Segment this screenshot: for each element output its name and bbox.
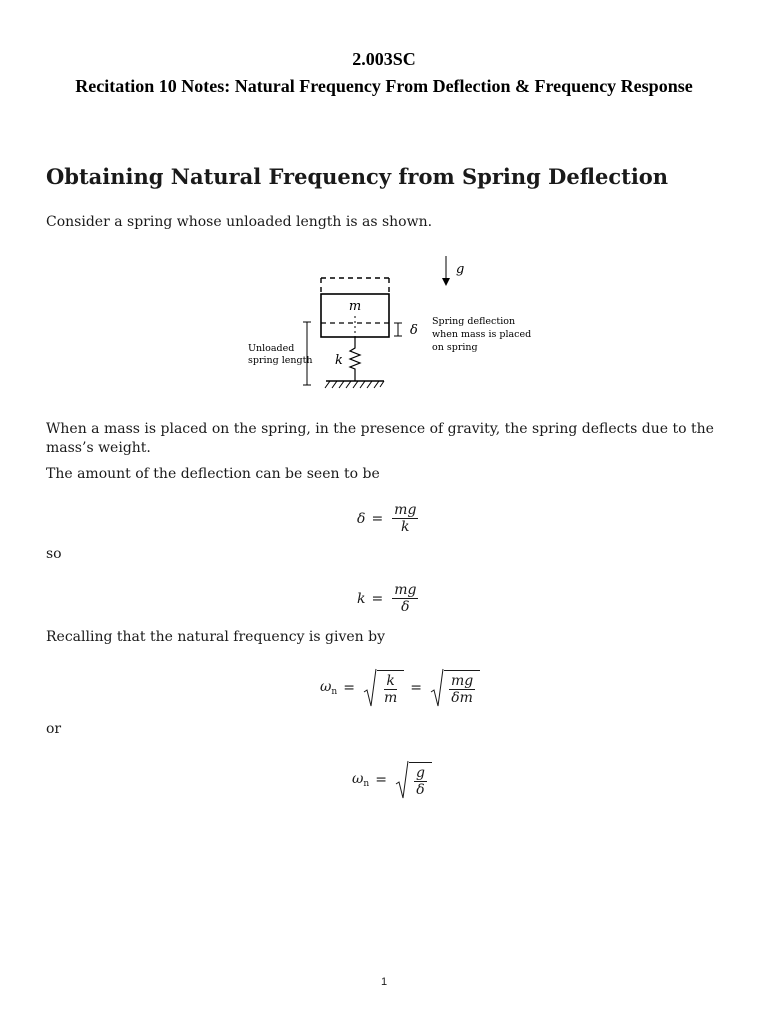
- equation-deflection: δ = $\frac{mg}{k}$: [357, 502, 417, 535]
- document-title: Recitation 10 Notes: Natural Frequency From Deflection & Frequency Response: [75, 76, 693, 96]
- deflection-label-line1: Spring deflection: [432, 316, 516, 327]
- unloaded-position-outline: [321, 278, 389, 294]
- equation-natural-frequency: $\omega_n$ = $\frac{k}{m}$ = $\frac{mg}{\delta m}$: [320, 668, 480, 708]
- section-heading: Obtaining Natural Frequency from Spring Deflection: [46, 164, 669, 189]
- paragraph-so: so: [46, 546, 62, 562]
- course-number: 2.003SC: [352, 49, 416, 69]
- equation-spring-constant: k = $\frac{mg}{\delta}$: [357, 582, 417, 615]
- gravity-label: g: [456, 262, 465, 277]
- page-number: 1: [380, 976, 388, 988]
- spring-constant-label: k: [335, 353, 343, 368]
- equation-natural-frequency-gravity: $\omega_n$ = $\frac{g}{\delta}$: [352, 760, 432, 800]
- mass-label: m: [348, 299, 362, 314]
- delta-marker: [394, 323, 402, 336]
- paragraph-intro: Consider a spring whose unloaded length is as shown.: [46, 214, 433, 230]
- paragraph-or: or: [46, 721, 62, 737]
- deflection-label-line2: when mass is placed: [432, 329, 532, 340]
- paragraph-deflection-seen: The amount of the deflection can be seen to be: [46, 466, 380, 482]
- paragraph-mass-placed: When a mass is placed on the spring, in the presence of gravity, the spring deflects due to the mass’s weight.: [46, 421, 714, 456]
- gravity-arrow-icon: [442, 256, 450, 286]
- spring: [350, 337, 360, 381]
- unloaded-label-line1: Unloaded: [248, 343, 295, 354]
- delta-label: δ: [410, 323, 418, 338]
- unloaded-label-line2: spring length: [248, 355, 313, 366]
- deflection-label-line3: on spring: [432, 342, 478, 353]
- unloaded-length-marker: [303, 322, 311, 385]
- ground-hatch: [325, 381, 384, 388]
- spring-mass-figure: [240, 250, 540, 400]
- paragraph-recalling: Recalling that the natural frequency is given by: [46, 629, 386, 645]
